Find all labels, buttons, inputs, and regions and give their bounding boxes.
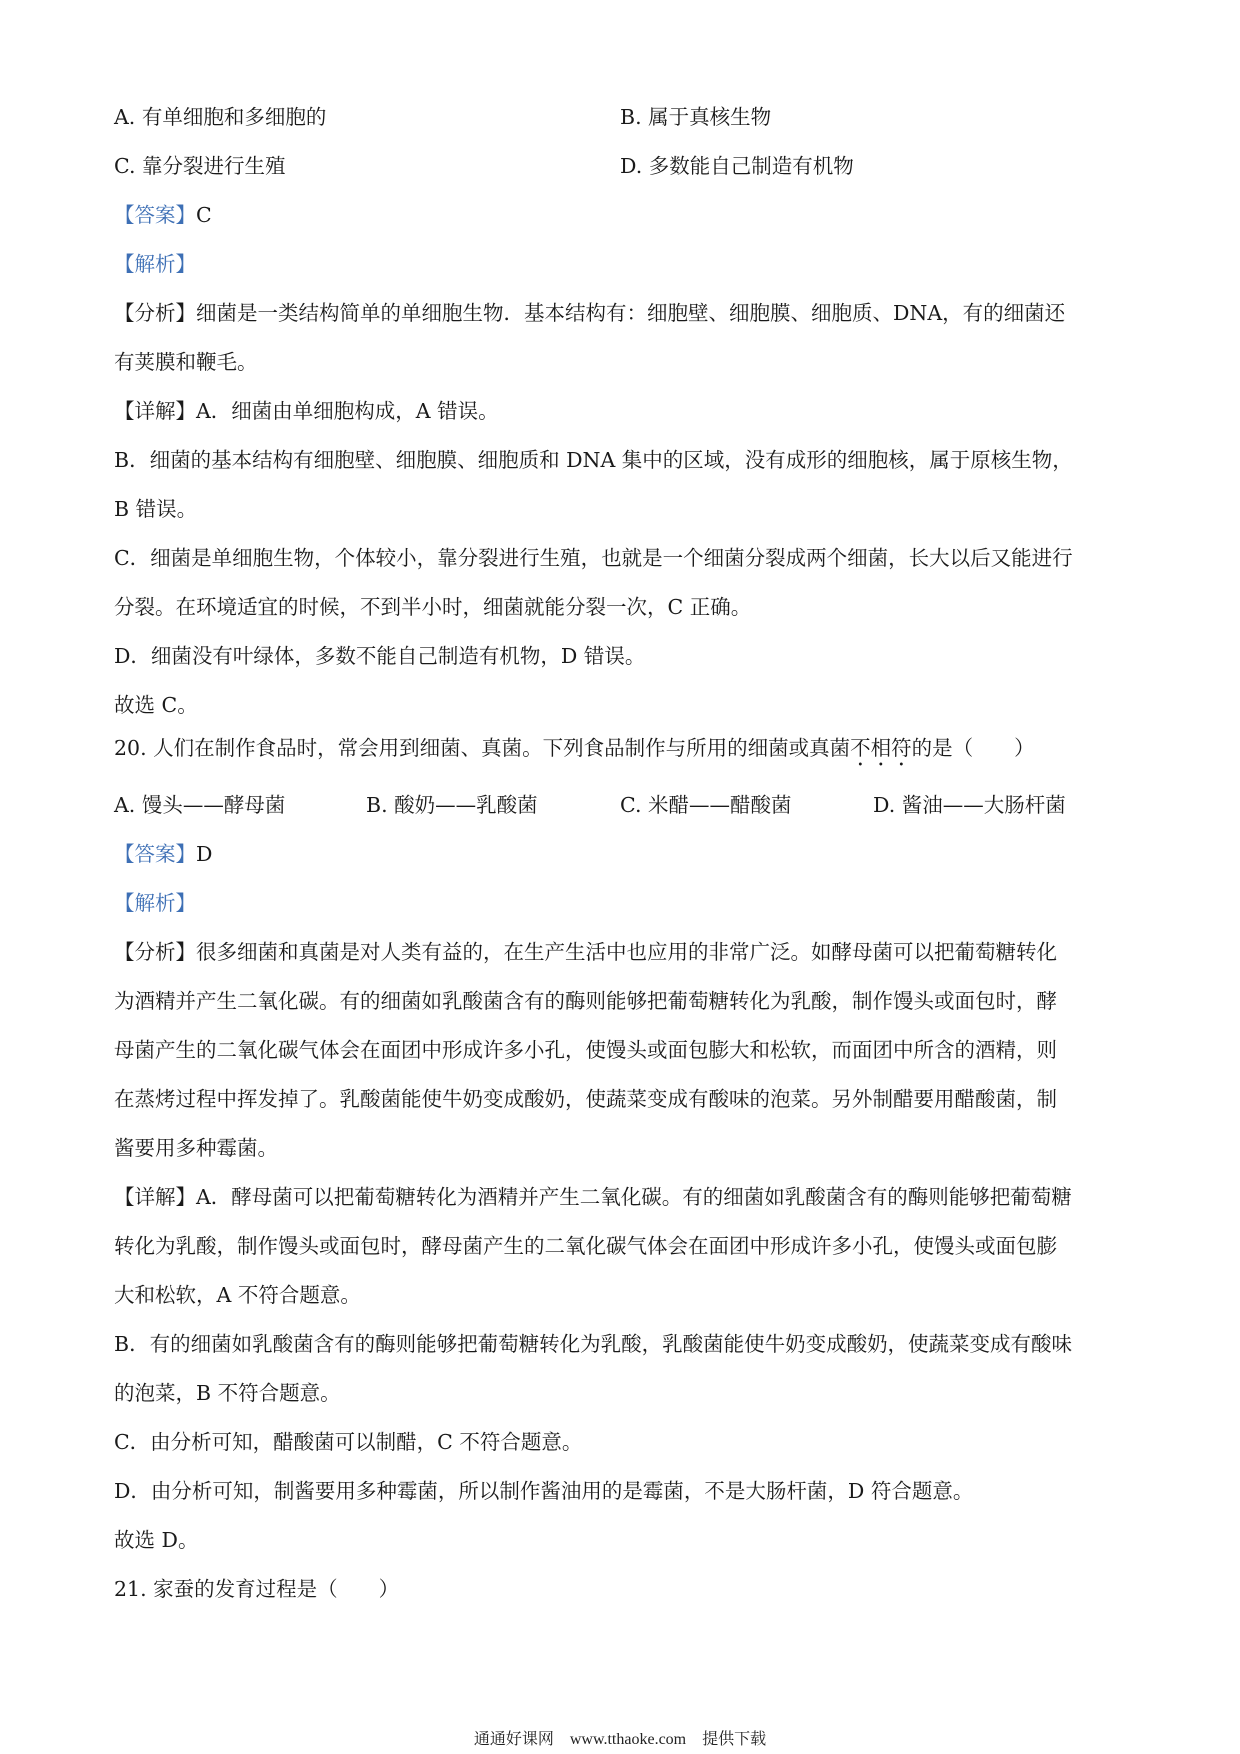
q20-line: C．由分析可知，醋酸菌可以制醋，C 不符合题意。	[114, 1430, 583, 1454]
q19-line: D．细菌没有叶绿体，多数不能自己制造有机物，D 错误。	[114, 644, 646, 668]
q20-option-d: D. 酱油——大肠杆菌	[873, 793, 1066, 817]
footer-text: 通通好课网 www.tthaoke.com 提供下载	[473, 1731, 767, 1748]
q20-line: D．由分析可知，制酱要用多种霉菌，所以制作酱油用的是霉菌，不是大肠杆菌，D 符合题意。	[114, 1479, 974, 1503]
q20-line: 大和松软，A 不符合题意。	[114, 1283, 361, 1307]
q19-line: B 错误。	[114, 497, 198, 521]
q19-line: 分裂。在环境适宜的时候，不到半小时，细菌就能分裂一次，C 正确。	[114, 595, 752, 619]
q19-line: 故选 C。	[114, 693, 198, 717]
q19-analysis-label: 【解析】	[114, 252, 196, 276]
q19-option-a: A. 有单细胞和多细胞的	[114, 105, 327, 129]
q19-line: 【详解】A．细菌由单细胞构成，A 错误。	[114, 399, 499, 423]
q19-line: B．细菌的基本结构有细胞壁、细胞膜、细胞质和 DNA 集中的区域，没有成形的细胞核，属于原核生物，	[114, 448, 1073, 472]
q20-option-c: C. 米醋——醋酸菌	[620, 793, 792, 817]
q20-answer	[114, 839, 1134, 869]
q20-analysis-label: 【解析】	[114, 891, 196, 915]
q19-line: 【分析】细菌是一类结构简单的单细胞生物．基本结构有：细胞壁、细胞膜、细胞质、DNA，有的细菌还	[114, 301, 1066, 325]
q20-line: 的泡菜，B 不符合题意。	[114, 1381, 341, 1405]
q19-option-d: D. 多数能自己制造有机物	[620, 154, 854, 178]
q20-line: 酱要用多种霉菌。	[114, 1136, 278, 1160]
answer-label: 【答案】	[114, 203, 196, 227]
q19-line: C．细菌是单细胞生物，个体较小，靠分裂进行生殖，也就是一个细菌分裂成两个细菌，长大以后又能进行	[114, 546, 1073, 570]
q20-option-b: B. 酸奶——乳酸菌	[366, 793, 538, 817]
answer-value: C	[196, 203, 212, 227]
q20-line: 故选 D。	[114, 1528, 199, 1552]
q19-line: 有荚膜和鞭毛。	[114, 350, 258, 374]
q19-option-b: B. 属于真核生物	[620, 105, 772, 129]
q20-stem	[114, 733, 1134, 771]
q19-answer	[114, 200, 1134, 230]
q20-stem-tail: 的是（ ）	[911, 736, 1035, 760]
q20-line: 在蒸烤过程中挥发掉了。乳酸菌能使牛奶变成酸奶，使蔬菜变成有酸味的泡菜。另外制醋要用醋酸菌，制	[114, 1087, 1057, 1111]
page-footer	[0, 1726, 1240, 1749]
q20-stem-text: 20. 人们在制作食品时，常会用到细菌、真菌。下列食品制作与所用的细菌或真菌	[114, 736, 851, 760]
q20-line: 转化为乳酸，制作馒头或面包时，酵母菌产生的二氧化碳气体会在面团中形成许多小孔，使馒头或面包膨	[114, 1234, 1057, 1258]
q20-line: 【详解】A．酵母菌可以把葡萄糖转化为酒精并产生二氧化碳。有的细菌如乳酸菌含有的酶则能够把葡萄糖	[114, 1185, 1072, 1209]
q20-line: 为酒精并产生二氧化碳。有的细菌如乳酸菌含有的酶则能够把葡萄糖转化为乳酸，制作馒头或面包时，酵	[114, 989, 1057, 1013]
q20-line: B．有的细菌如乳酸菌含有的酶则能够把葡萄糖转化为乳酸，乳酸菌能使牛奶变成酸奶，使蔬菜变成有酸味	[114, 1332, 1073, 1356]
q20-line: 【分析】很多细菌和真菌是对人类有益的，在生产生活中也应用的非常广泛。如酵母菌可以把葡萄糖转化	[114, 940, 1057, 964]
q21-stem: 21. 家蚕的发育过程是（ ）	[114, 1577, 400, 1601]
q20-option-a: A. 馒头——酵母菌	[114, 793, 286, 817]
q19-option-c: C. 靠分裂进行生殖	[114, 154, 286, 178]
q20-stem-emphasis: 不相符	[850, 736, 912, 760]
answer-value: D	[196, 842, 213, 866]
q20-line: 母菌产生的二氧化碳气体会在面团中形成许多小孔，使馒头或面包膨大和松软，而面团中所含的酒精，则	[114, 1038, 1057, 1062]
answer-label: 【答案】	[114, 842, 196, 866]
